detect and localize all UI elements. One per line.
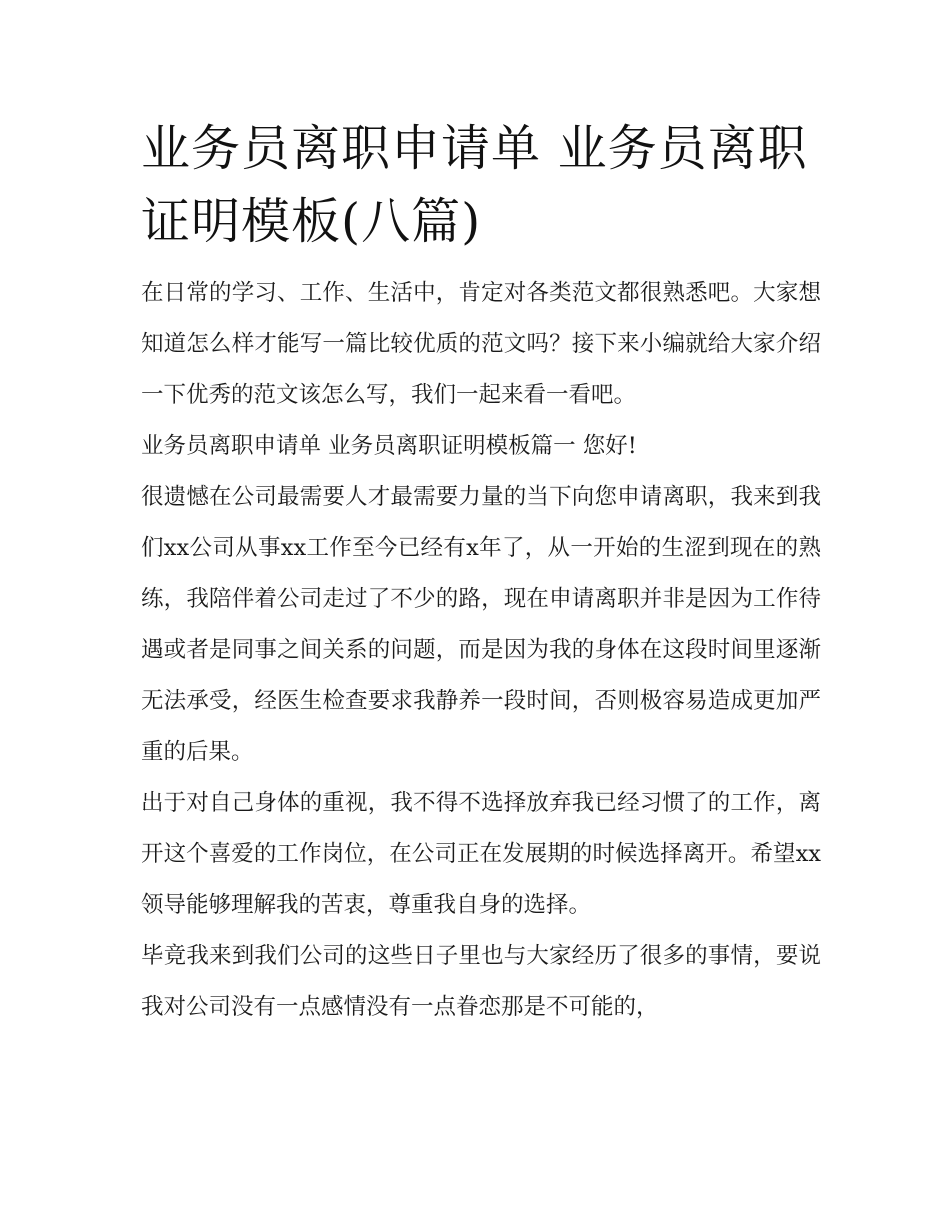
document-title: 业务员离职申请单 业务员离职证明模板(八篇): [141, 120, 808, 250]
paragraph-resignation-reason: 很遗憾在公司最需要人才最需要力量的当下向您申请离职，我来到我们xx公司从事xx工作至今已经有x年了，从一开始的生涩到现在的熟练，我陪伴着公司走过了不少的路，现在申请离职并非是因为工作待遇或者是同事之间关系的问题，而是因为我的身体在这段时间里逐渐无法承受，经医生检查要求我静养一段时间，否则极容易造成更加严重的后果。: [141, 484, 821, 765]
paragraph-heading-greeting: 业务员离职申请单 业务员离职证明模板篇一 您好!: [141, 433, 637, 459]
document-body: [141, 268, 821, 1033]
document-content: [141, 112, 821, 1033]
paragraph-feelings: 毕竟我来到我们公司的这些日子里也与大家经历了很多的事情，要说我对公司没有一点感情没有一点眷恋那是不可能的，: [141, 943, 821, 1020]
paragraph-decision: 出于对自己身体的重视，我不得不选择放弃我已经习惯了的工作，离开这个喜爱的工作岗位，在公司正在发展期的时候选择离开。希望xx领导能够理解我的苦衷，尊重我自身的选择。: [141, 790, 821, 918]
paragraph-intro: 在日常的学习、工作、生活中，肯定对各类范文都很熟悉吧。大家想知道怎么样才能写一篇比较优质的范文吗？接下来小编就给大家介绍一下优秀的范文该怎么写，我们一起来看一看吧。: [141, 280, 821, 408]
